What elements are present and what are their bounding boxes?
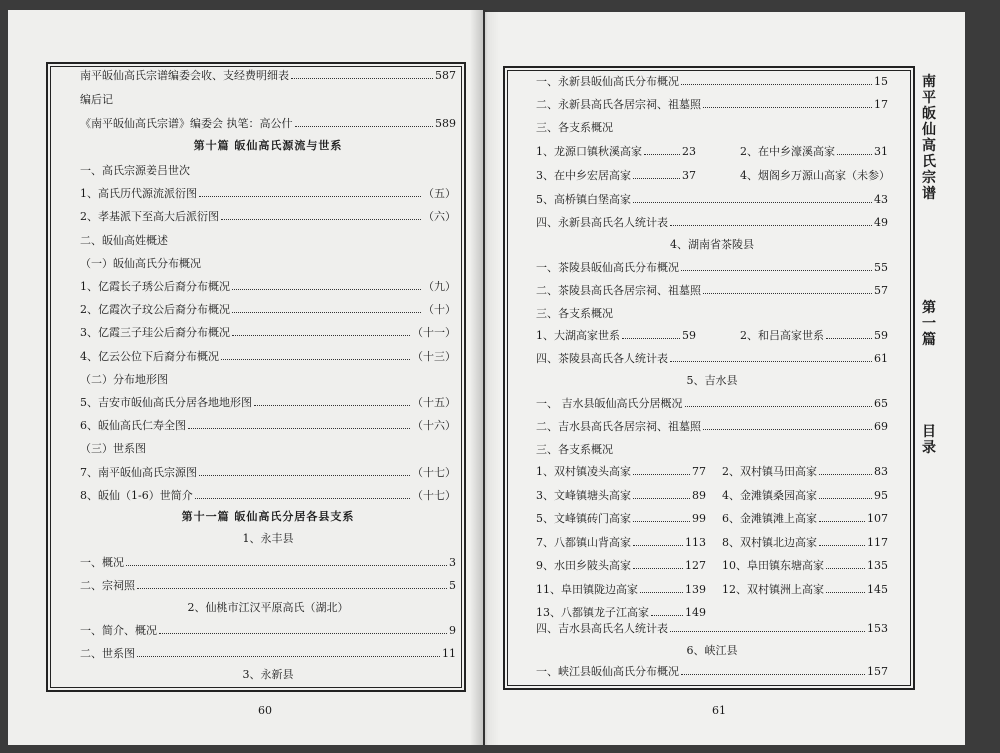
toc-entry (80, 257, 456, 271)
entry-page: 589 (435, 117, 456, 130)
entry-label: 四、永新县高氏名人统计表 (536, 216, 668, 229)
leader-dots (195, 498, 410, 499)
entry-page: 99 (692, 512, 706, 525)
toc-entry (740, 329, 888, 343)
entry-label: 3、文峰镇塘头高家 (536, 488, 631, 502)
toc-entry (80, 419, 456, 433)
leader-dots (826, 592, 865, 593)
entry-page: 31 (874, 145, 888, 158)
entry-page: 65 (874, 397, 888, 410)
entry-label: 1、大湖高家世系 (536, 329, 620, 342)
toc-entry (80, 69, 456, 83)
entry-label: 9、水田乡陂头高家 (536, 559, 631, 572)
toc-entry (536, 307, 888, 321)
leader-dots (640, 592, 683, 593)
toc-entry (536, 665, 888, 679)
entry-page: 107 (867, 512, 888, 525)
entry-label: 8、双村镇北边高家 (722, 535, 817, 549)
toc-entry (536, 583, 706, 597)
entry-label: 2、和吕高家世系 (740, 329, 824, 342)
toc-entry (80, 303, 456, 317)
toc-entry (80, 489, 456, 503)
leader-dots (295, 126, 434, 127)
entry-label: （三）世系图 (80, 442, 146, 456)
toc-entry (80, 396, 456, 410)
entry-label: 5、吉安市皈仙高氏分居各地地形图 (80, 396, 252, 409)
entry-label: 二、永新县高氏各居宗祠、祖墓照 (536, 98, 701, 111)
entry-page: （十五） (412, 396, 456, 409)
entry-page: 5 (449, 579, 456, 592)
toc-entry (536, 121, 888, 135)
county-heading: 4、湖南省茶陵县 (670, 238, 754, 251)
leader-dots (232, 289, 421, 290)
toc-entry (536, 397, 888, 411)
entry-label: 3、亿霞三子珪公后裔分布概况 (80, 326, 230, 340)
county-heading: 5、吉水县 (686, 374, 738, 387)
side-part-label: 第一篇 (922, 300, 936, 348)
entry-label: 南平皈仙高氏宗谱编委会收、支经费明细表 (80, 69, 289, 82)
entry-label: 5、高桥镇白堡高家 (536, 193, 631, 206)
leader-dots (159, 633, 447, 634)
leader-dots (633, 545, 683, 546)
entry-page: （十六） (412, 419, 456, 433)
toc-entry (80, 556, 456, 570)
entry-page: 61 (874, 352, 888, 365)
entry-label: 1、高氏历代源流派衍图 (80, 187, 197, 201)
side-divider (914, 66, 915, 690)
leader-dots (703, 107, 872, 108)
entry-label: 1、亿霞长子琇公后裔分布概况 (80, 280, 230, 293)
entry-label: 1、双村镇凌头高家 (536, 465, 631, 478)
county-heading: 1、永丰县 (242, 532, 294, 545)
entry-label: 一、永新县皈仙高氏分布概况 (536, 75, 679, 88)
entry-label: （二）分布地形图 (80, 372, 168, 386)
toc-entry (722, 512, 888, 526)
side-book-title: 南平皈仙高氏宗谱 (922, 74, 936, 202)
entry-label: 12、双村镇洲上高家 (722, 582, 824, 596)
leader-dots (644, 154, 680, 155)
entry-page: 145 (867, 582, 888, 596)
toc-entry (536, 169, 696, 183)
entry-label: 二、皈仙高姓概述 (80, 233, 168, 247)
entry-label: 1、龙源口镇秋溪高家 (536, 145, 642, 158)
entry-label: 一、简介、概况 (80, 624, 157, 637)
entry-label: 6、皈仙高氏仁寿全图 (80, 419, 186, 433)
entry-label: 4、亿云公位下后裔分布概况 (80, 349, 219, 363)
toc-entry (80, 280, 456, 294)
leader-dots (137, 656, 440, 657)
toc-entry (722, 559, 888, 573)
book-gutter (470, 10, 500, 745)
entry-page: 59 (874, 329, 888, 342)
leader-dots (819, 521, 865, 522)
entry-page: （十一） (412, 326, 456, 340)
toc-entry (80, 373, 456, 387)
leader-dots (633, 474, 690, 475)
toc-entry (722, 583, 888, 597)
toc-entry (722, 465, 888, 479)
entry-page: 9 (449, 624, 456, 637)
entry-label: 二、世系图 (80, 647, 135, 660)
entry-label: 4、烟阁乡万源山高家（未参） (740, 169, 890, 182)
entry-page: 57 (874, 284, 888, 297)
toc-entry (536, 261, 888, 275)
entry-label: 二、茶陵县高氏各居宗祠、祖墓照 (536, 284, 701, 297)
entry-label: 13、八都镇龙子江高家 (536, 606, 649, 619)
entry-page: 127 (685, 559, 706, 572)
entry-page: 59 (682, 329, 696, 342)
entry-page: （十三） (412, 349, 456, 363)
leader-dots (685, 406, 873, 407)
entry-page: 153 (867, 622, 888, 635)
entry-page: 77 (692, 465, 706, 478)
leader-dots (232, 312, 421, 313)
entry-page: 95 (874, 488, 888, 502)
leader-dots (633, 498, 690, 499)
toc-entry (80, 579, 456, 593)
entry-label: 11、阜田镇陇边高家 (536, 582, 638, 596)
entry-label: 二、吉水县高氏各居宗祠、祖墓照 (536, 420, 701, 433)
entry-label: 四、吉水县高氏名人统计表 (536, 622, 668, 635)
entry-label: 7、南平皈仙高氏宗源图 (80, 465, 197, 479)
entry-label: 7、八都镇山背高家 (536, 535, 631, 549)
leader-dots (670, 225, 872, 226)
toc-entry (536, 75, 888, 89)
leader-dots (681, 84, 872, 85)
toc-entry (80, 210, 456, 224)
leader-dots (221, 219, 421, 220)
entry-label: 一、 吉水县皈仙高氏分居概况 (536, 397, 683, 410)
leader-dots (651, 615, 683, 616)
entry-label: 2、亿霞次子玟公后裔分布概况 (80, 303, 230, 317)
leader-dots (633, 178, 680, 179)
leader-dots (670, 631, 865, 632)
toc-entry (80, 326, 456, 340)
entry-page: 69 (874, 420, 888, 433)
leader-dots (199, 196, 421, 197)
entry-label: （一）皈仙高氏分布概况 (80, 256, 201, 270)
leader-dots (126, 565, 447, 566)
county-heading: 2、仙桃市江汉平原高氏（湖北） (187, 601, 349, 614)
leader-dots (670, 361, 872, 362)
toc-entry (536, 622, 888, 636)
toc-entry (536, 443, 888, 457)
entry-label: 三、各支系概况 (536, 443, 613, 456)
toc-entry (536, 559, 706, 573)
entry-page: 49 (874, 216, 888, 229)
part-heading: 第十篇 皈仙高氏源流与世系 (193, 139, 343, 152)
toc-entry (722, 536, 888, 550)
toc-entry (80, 466, 456, 480)
entry-page: 3 (449, 556, 456, 569)
toc-entry (80, 350, 456, 364)
entry-page: 117 (867, 535, 888, 549)
toc-entry (536, 193, 888, 207)
toc-entry (80, 234, 456, 248)
entry-page: 23 (682, 145, 696, 158)
entry-label: 2、在中乡濠溪高家 (740, 145, 835, 158)
entry-label: 一、概况 (80, 556, 124, 569)
entry-label: 5、文峰镇砖门高家 (536, 512, 631, 525)
leader-dots (703, 429, 872, 430)
entry-label: 6、金滩镇滩上高家 (722, 512, 817, 525)
toc-entry (536, 145, 696, 159)
toc-entry (722, 489, 888, 503)
toc-entry (80, 624, 456, 638)
entry-page: 89 (692, 488, 706, 502)
entry-page: 11 (442, 647, 456, 660)
entry-label: 编后记 (80, 93, 113, 106)
entry-page: 139 (685, 582, 706, 596)
toc-entry (740, 145, 888, 159)
page-number-right: 61 (712, 704, 726, 717)
leader-dots (819, 545, 865, 546)
leader-dots (681, 270, 872, 271)
toc-entry (536, 606, 706, 620)
toc-entry (536, 489, 706, 503)
entry-page: 587 (435, 69, 456, 82)
toc-entry (80, 187, 456, 201)
leader-dots (826, 338, 872, 339)
toc-entry (80, 93, 456, 107)
entry-label: 10、阜田镇东塘高家 (722, 559, 824, 572)
toc-entry (80, 442, 456, 456)
leader-dots (819, 474, 872, 475)
page-number-left: 60 (258, 704, 272, 717)
toc-entry (80, 164, 456, 178)
toc-entry (536, 512, 706, 526)
leader-dots (703, 293, 872, 294)
toc-entry (80, 117, 456, 131)
leader-dots (633, 521, 690, 522)
entry-label: 3、在中乡宏居高家 (536, 169, 631, 182)
side-toc-label: 目录 (922, 424, 936, 456)
entry-label: 四、茶陵县高氏各人统计表 (536, 352, 668, 365)
county-heading: 3、永新县 (242, 668, 294, 681)
entry-label: 2、双村镇马田高家 (722, 465, 817, 478)
toc-entry (536, 420, 888, 434)
entry-page: （五） (423, 187, 456, 201)
entry-label: 一、高氏宗源姜吕世次 (80, 164, 190, 177)
entry-page: 17 (874, 98, 888, 111)
toc-entry (536, 329, 696, 343)
part-heading: 第十一篇 皈仙高氏分居各县支系 (181, 510, 355, 523)
entry-page: 135 (867, 559, 888, 572)
toc-entry (740, 169, 888, 183)
entry-label: 一、茶陵县皈仙高氏分布概况 (536, 261, 679, 274)
leader-dots (633, 202, 872, 203)
entry-page: （九） (423, 280, 456, 293)
leader-dots (221, 359, 410, 360)
entry-label: 8、皈仙（1-6）世简介 (80, 488, 193, 502)
entry-page: （六） (423, 210, 456, 224)
toc-entry (536, 536, 706, 550)
toc-entry (536, 216, 888, 230)
leader-dots (199, 475, 410, 476)
entry-page: 55 (874, 261, 888, 274)
entry-label: 一、峡江县皈仙高氏分布概况 (536, 665, 679, 678)
leader-dots (633, 568, 683, 569)
toc-entry (80, 647, 456, 661)
entry-label: 《南平皈仙高氏宗谱》编委会 执笔：高公什 (80, 117, 293, 130)
leader-dots (819, 498, 872, 499)
entry-page: 83 (874, 465, 888, 478)
entry-page: 15 (874, 75, 888, 88)
entry-page: 37 (682, 169, 696, 182)
county-heading: 6、峡江县 (686, 644, 738, 657)
leader-dots (188, 428, 410, 429)
leader-dots (622, 338, 680, 339)
entry-label: 2、孝基派下至高大后派衍图 (80, 210, 219, 224)
entry-page: 157 (867, 665, 888, 678)
entry-page: 149 (685, 606, 706, 619)
entry-page: 113 (685, 535, 706, 549)
toc-entry (536, 352, 888, 366)
toc-entry (536, 465, 706, 479)
entry-page: （十七） (412, 465, 456, 479)
leader-dots (137, 588, 447, 589)
leader-dots (291, 78, 433, 79)
entry-page: （十） (423, 303, 456, 317)
entry-page: （十七） (412, 488, 456, 502)
entry-label: 三、各支系概况 (536, 307, 613, 320)
leader-dots (232, 335, 410, 336)
toc-entry (536, 284, 888, 298)
entry-label: 4、金滩镇桑园高家 (722, 488, 817, 502)
entry-label: 三、各支系概况 (536, 121, 613, 134)
entry-page: 43 (874, 193, 888, 206)
leader-dots (826, 568, 865, 569)
entry-label: 二、宗祠照 (80, 579, 135, 592)
toc-entry (536, 98, 888, 112)
leader-dots (254, 405, 410, 406)
leader-dots (681, 674, 865, 675)
leader-dots (837, 154, 872, 155)
